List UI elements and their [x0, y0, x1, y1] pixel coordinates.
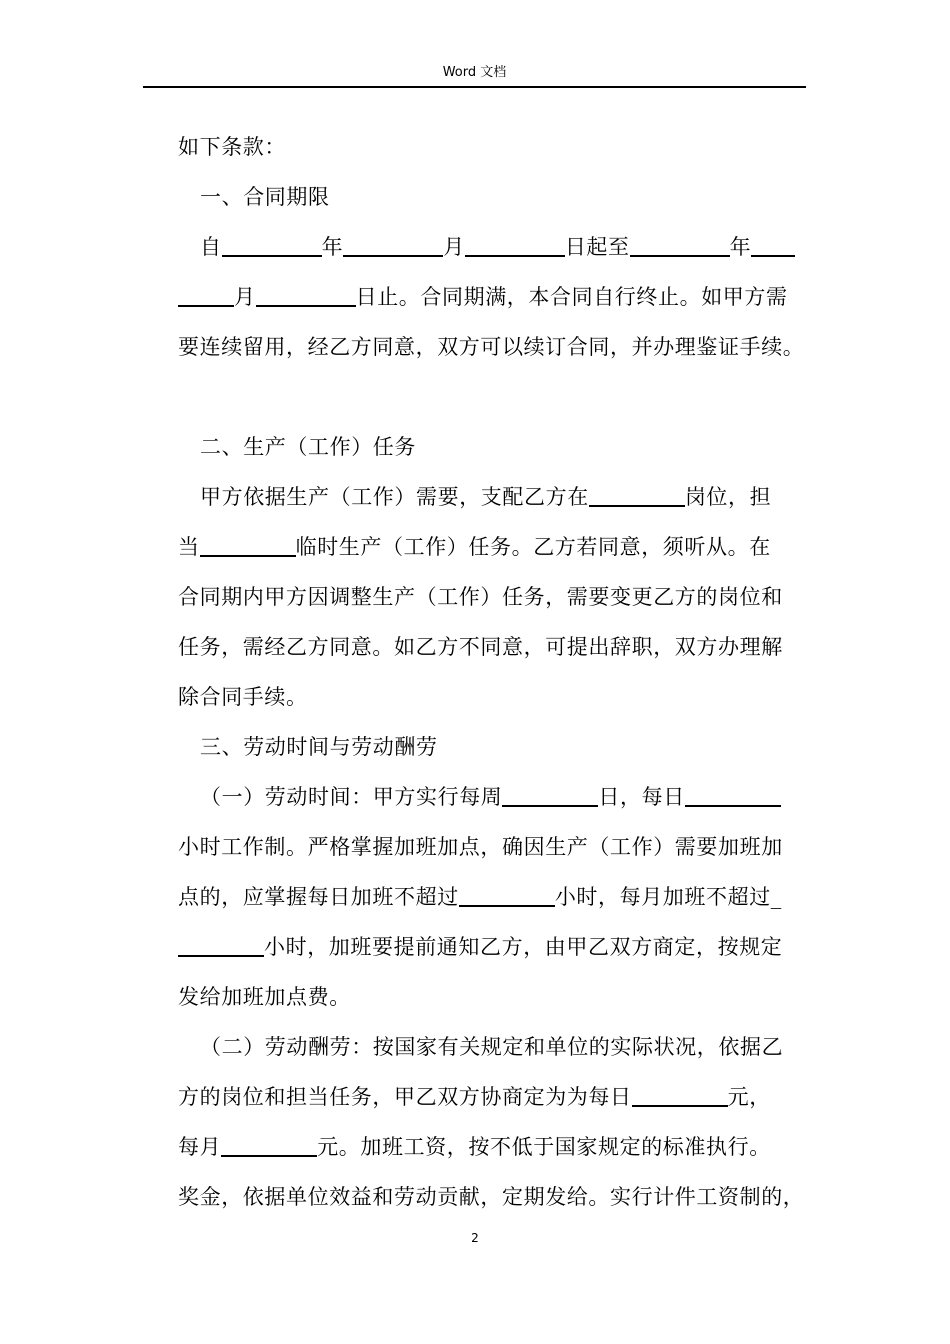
text-line: 当 临时生产（工作）任务。乙方若同意，须听从。在: [178, 535, 771, 559]
blank-field[interactable]: [751, 233, 795, 257]
text-line: 要连续留用，经乙方同意，双方可以续订合同，并办理鉴证手续。: [178, 335, 805, 359]
blank-field[interactable]: [222, 233, 322, 257]
text-line: （二）劳动酬劳：按国家有关规定和单位的实际状况，依据乙: [200, 1035, 784, 1059]
text-line: （一）劳动时间：甲方实行每周 日，每日: [200, 780, 781, 814]
page-header: [143, 64, 806, 88]
blank-field[interactable]: [589, 483, 685, 507]
text-line: 自 年 月 日起至 年: [200, 230, 795, 264]
text-line: 每月 元。加班工资，按不低于国家规定的标准执行。: [178, 1135, 771, 1159]
text-line: 任务，需经乙方同意。如乙方不同意，可提出辞职，双方办理解: [178, 635, 783, 659]
text-line: 点的，应掌握每日加班不超过 小时，每月加班不超过_: [178, 885, 782, 909]
header-title: Word 文档: [442, 65, 507, 80]
text-line: 小时，加班要提前通知乙方，由甲乙双方商定，按规定: [178, 930, 782, 964]
section-heading: 三、劳动时间与劳动酬劳: [200, 735, 438, 759]
blank-field[interactable]: [632, 1083, 728, 1107]
blank-field[interactable]: [343, 233, 443, 257]
blank-field[interactable]: [221, 1133, 317, 1157]
blank-field[interactable]: [200, 533, 296, 557]
text-line: 发给加班加点费。: [178, 985, 351, 1009]
blank-field[interactable]: [459, 883, 555, 907]
blank-field[interactable]: [502, 783, 598, 807]
text-line: 甲方依据生产（工作）需要，支配乙方在 岗位，担: [200, 485, 772, 509]
blank-field[interactable]: [465, 233, 565, 257]
page-footer: [0, 1229, 950, 1247]
text-line: 方的岗位和担当任务，甲乙双方协商定为为每日 元，: [178, 1085, 771, 1109]
blank-field[interactable]: [685, 783, 781, 807]
blank-field[interactable]: [256, 283, 356, 307]
text-line: 小时工作制。严格掌握加班加点，确因生产（工作）需要加班加: [178, 835, 783, 859]
text-line: 除合同手续。: [178, 685, 308, 709]
text-line: 奖金，依据单位效益和劳动贡献，定期发给。实行计件工资制的，: [178, 1185, 805, 1209]
text-line: 月 日止。合同期满，本合同自行终止。如甲方需: [178, 280, 788, 314]
page-number: 2: [471, 1231, 479, 1245]
blank-field[interactable]: [178, 283, 234, 307]
section-heading: 二、生产（工作）任务: [200, 435, 416, 459]
blank-field[interactable]: [178, 933, 264, 957]
blank-field[interactable]: [630, 233, 730, 257]
section-heading: 一、合同期限: [200, 185, 330, 209]
text-line: 如下条款：: [178, 135, 286, 159]
text-line: 合同期内甲方因调整生产（工作）任务，需要变更乙方的岗位和: [178, 585, 783, 609]
